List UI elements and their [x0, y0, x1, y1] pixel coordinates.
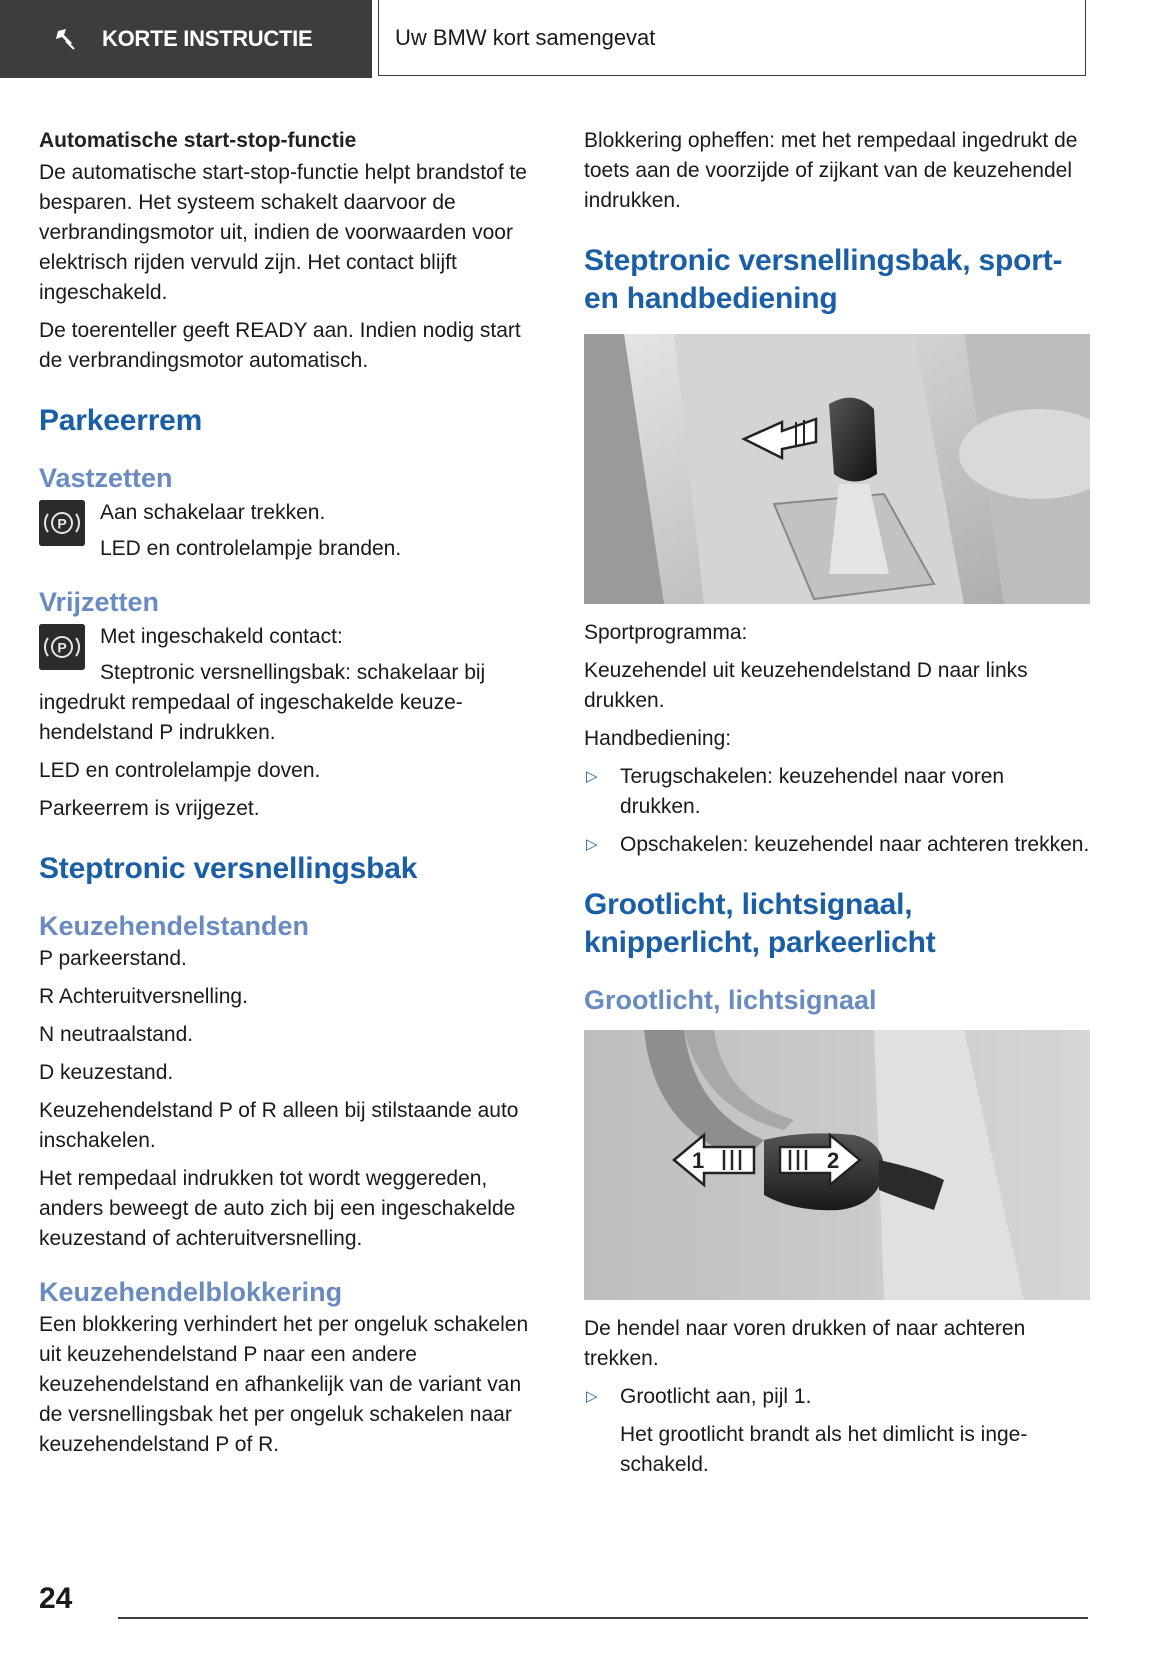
keuze-item: P parkeerstand.	[39, 947, 187, 970]
keuzehendelstanden-heading: Keuzehendelstanden	[39, 911, 310, 941]
arrow-2-label: 2	[827, 1148, 840, 1173]
keuze-item: R Achteruitversnelling.	[39, 985, 248, 1008]
vrijzetten-heading: Vrijzetten	[39, 587, 160, 617]
triangle-bullet-icon: ▷	[586, 768, 598, 785]
vrijzetten-line-4: Parkeerrem is vrijgezet.	[39, 797, 260, 820]
svg-text:P: P	[57, 515, 67, 532]
keuze-paragraph-2: Het rempedaal indrukken tot wordt weggereden, anders beweegt de auto zich bij een ingeschakelde keuzestand of achteruitversnelling.	[39, 1167, 516, 1250]
page-number: 24	[39, 1582, 73, 1615]
triangle-bullet-icon: ▷	[586, 1388, 598, 1405]
arrow-1-label: 1	[692, 1148, 705, 1173]
parking-brake-icon	[39, 500, 85, 546]
parking-brake-icon	[39, 624, 85, 670]
vastzetten-heading: Vastzetten	[39, 463, 173, 493]
right-column	[584, 126, 1090, 1488]
vrijzetten-line-1: Met ingeschakeld contact:	[100, 625, 343, 648]
keuze-item: N neutraalstand.	[39, 1023, 194, 1046]
parkeerrem-heading: Parkeerrem	[39, 404, 203, 437]
grootlicht-subheading: Grootlicht, lichtsignaal	[584, 985, 877, 1015]
chapter-tab	[0, 0, 372, 78]
sport-paragraph-1: Sportprogramma:	[584, 621, 748, 644]
list-item: ▷ Opschakelen: keuzehendel naar achteren trekken.	[584, 830, 1090, 860]
start-stop-paragraph-2: De toerenteller geeft READY aan. Indien nodig start de verbrandingsmotor automatisch.	[39, 319, 521, 372]
chapter-subtitle: Uw BMW kort samengevat	[378, 0, 1086, 76]
list-item: ▷ Grootlicht aan, pijl 1.	[584, 1382, 1090, 1412]
left-column	[39, 126, 547, 1468]
list-item: ▷ Terugschakelen: keuzehendel naar voren drukken.	[584, 762, 1090, 822]
grootlicht-heading: Grootlicht, lichtsignaal, knipperlicht, parkeerlicht	[584, 888, 936, 959]
sport-heading: Steptronic versnellingsbak, sport- en handbediening	[584, 244, 1063, 315]
sport-bullet-list	[584, 762, 1090, 860]
pin-icon	[52, 25, 80, 53]
keuze-item: D keuzestand.	[39, 1061, 174, 1084]
blokkering-paragraph: Een blokkering verhindert het per ongeluk schakelen uit keuzehendelstand P naar een andere keuzehendelstand en afhankelijk van de variant van de versnellingsbak het per ongeluk schakelen naar keuzehendelstand P of R.	[39, 1313, 529, 1456]
svg-text:P: P	[57, 639, 67, 656]
vrijzetten-line-3: LED en controlelampje doven.	[39, 759, 321, 782]
chapter-label: KORTE INSTRUCTIE	[102, 26, 313, 51]
keuzehendelblokkering-heading: Keuzehendelblokkering	[39, 1277, 343, 1307]
light-stalk-illustration	[584, 1030, 1090, 1300]
blokkering-opheffen: Blokkering opheffen: met het rempedaal ingedrukt de toets aan de voorzijde of zijkant van de keuzehendel indrukken.	[584, 129, 1078, 212]
vastzetten-line-2: LED en controlelampje branden.	[100, 537, 402, 560]
sport-paragraph-2: Keuzehendel uit keuzehendelstand D naar links drukken.	[584, 659, 1028, 712]
vastzetten-line-1: Aan schakelaar trekken.	[100, 501, 326, 524]
grootlicht-paragraph: De hendel naar voren drukken of naar achteren trekken.	[584, 1317, 1026, 1370]
sport-paragraph-3: Handbediening:	[584, 727, 732, 750]
start-stop-heading: Automatische start-stop-functie	[39, 129, 357, 152]
start-stop-paragraph-1: De automatische start-stop-functie helpt brandstof te besparen. Het systeem schakelt daarvoor de verbrandingsmotor uit, indien de voorwaarden voor elektrisch rijden vervuld zijn. Het contact blijft ingeschakeld.	[39, 161, 527, 304]
grootlicht-bullet-list	[584, 1382, 1090, 1412]
keuze-paragraph-1: Keuzehendelstand P of R alleen bij stilstaande auto inschakelen.	[39, 1099, 519, 1152]
steptronic-heading: Steptronic versnellingsbak	[39, 852, 418, 885]
vrijzetten-line-2: Steptronic versnellingsbak: schakelaar bij ingedrukt rempedaal of ingeschakelde keuzehendelstand P indrukken.	[39, 661, 486, 744]
gear-selector-illustration	[584, 334, 1090, 604]
footer-divider	[118, 1617, 1088, 1619]
grootlicht-bullet-note: Het grootlicht brandt als het dimlicht is ingeschakeld.	[620, 1423, 1028, 1476]
triangle-bullet-icon: ▷	[586, 836, 598, 853]
